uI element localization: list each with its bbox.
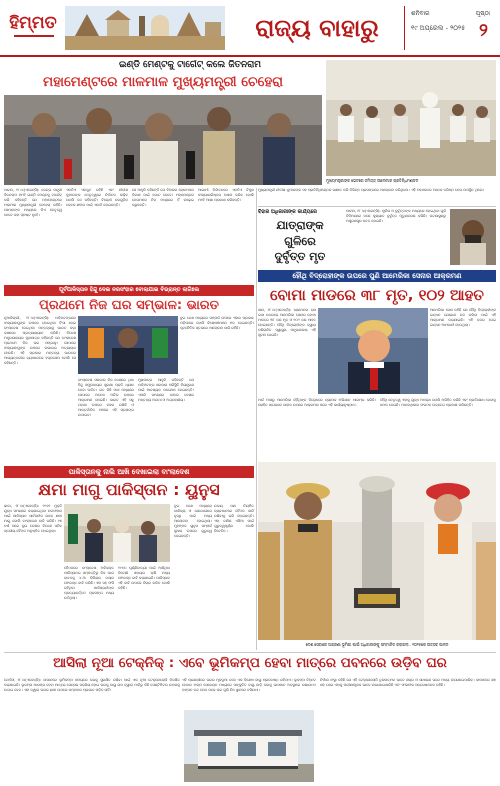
story5-column-1: ସାନା, ୧୮।୪(ଏଜେନ୍ସି): ୟେମେନର ରାସ ଇସା ବନ୍ଦରରେ ଆମେରିକା ସେନାର ବୋମା ମାଡରେ ୩୮ ଜଣ ମୃତ ଓ ୧୦୨ ଜଣ ଆହତ ହୋଇଛନ୍ତି। ହୌଥି ବିଦ୍ରୋହୀଙ୍କ ଦ୍ୱାରା ପରିଚାଳିତ ସ୍ୱାସ୍ଥ୍ୟ ମନ୍ତ୍ରଣାଳୟ ଏହି ସୂଚନା ଦେଇଛି। <box>258 308 316 337</box>
story2-body: ମୁଖ୍ୟମନ୍ତ୍ରୀ ନୀତୀଶ କୁମାରଙ୍କ ସହ ପ୍ରତିନିଧିମଣ୍ଡଳ ସାକ୍ଷାତ କରି ବିଭିନ୍ନ ପ୍ରସଙ୍ଗରେ ଆଲୋଚନା କରିଥିଲେ। ଏହି ଅବସରରେ ଅନେକ ବରିଷ୍ଠ ନେତା ଉପସ୍ଥିତ ଥିଲେ। <box>258 188 485 192</box>
story1-press-photo <box>4 95 322 185</box>
story4-kicker-band: ପୂର୍ବପାକିସ୍ତାନ ହିନ୍ଦୁ ଦେଇ ନରସଂହାର ବୋଲାଯାଇ ବିଭ୍ରାନ୍ତ ଲାଗିଲେ <box>4 285 254 296</box>
story8-column-2: ଏହି ପ୍ରଣାଳୀରେ ଘରର ମୂଳଦୁଆ ତଳେ ଏକ ବିଶେଷ ବାୟୁ ପ୍ରକୋଷ୍ଠ ରହିଥାଏ। ଭୂକମ୍ପ ଚିହ୍ନଟ ହେବାର ଅଳ୍ପ ସେକେଣ୍ଡ ମଧ୍ୟରେ ସଙ୍କୁଚିତ ବାୟୁ ଛାଡ଼ି ଘରକୁ ଭାସମାନ ଅବସ୍ଥାରେ ରଖାଯାଏ। କମ୍ପନ ବନ୍ଦ ହେବା ପରେ ଘର ପୁଣି ନିଜ ସ୍ଥାନରେ ବସିଯାଏ। <box>182 678 316 692</box>
story1-column-2: ଏନଡିଏ ଏକଜୁଟ ରହିଛି ଏବଂ ନୀତୀଶ କୁମାରଙ୍କ ନେତୃତ୍ୱରେ ନିର୍ବାଚନ ଲଢ଼ିବ ବୋଲି ସେ କହିଛନ୍ତି। ବିରୋଧୀ ଦଳଗୁଡ଼ିକ କେବଳ କ୍ଷମତା ପାଇଁ ଏକାଠି ହୋଇଛନ୍ତି। <box>66 188 128 207</box>
story3-headline-line-3: ଦୁର୍ବୃତ୍ତ ମୃତ <box>274 250 326 263</box>
story3-kicker: ବିହାର ଅଧିକାରୀଙ୍କ କାର୍ଯ୍ୟରେ <box>258 209 317 215</box>
story4-headline: ପ୍ରଥମେ ନିଜ ଘର ସମ୍ଭାଳ: ଭାରତ <box>39 298 219 313</box>
story6-column-5: ଉଭୟ ପକ୍ଷ ନିୟମିତ ବ୍ୟବଧାନରେ ବୈଠକ ଜାରି ରଖିବାକୁ ରାଜି ହୋଇଛନ୍ତି। ଏହା ଦକ୍ଷିଣ ଏସିଆ ପାଇଁ ଗୁରୁତ୍ୱପୂର୍ଣ୍ଣ ବୋଲି ବିବେଚିତ। <box>214 504 254 533</box>
story4-spokesperson-photo <box>78 316 178 374</box>
story5-column-2: ଆମେରିକା ସେନା କହିଛି ଯେ ହୌଥି ବିଦ୍ରୋହୀଙ୍କ ଇନ୍ଧନ ଯୋଗାଣ ବନ୍ଦ କରିବା ପାଇଁ ଏହି ଆକ୍ରମଣ କରାଯାଇଛି। ଏହି ବନ୍ଦର ଦେଇ ଇନ୍ଧନ ଆମଦାନୀ ହେଉଥିଲା। <box>430 308 496 327</box>
story4-column-1: ନୂଆଦିଲ୍ଲୀ, ୧୮।୪(ଏଜେନ୍ସି): ପଶ୍ଚିମବଙ୍ଗରେ ସଂଖ୍ୟାଲଘୁଙ୍କ ଉପରେ ହୋଇଥିବା ହିଂସା ନେଇ ବାଂଲାଦେଶ ଦେଇଥିବା ମନ୍ତବ୍ୟକୁ ଭାରତ କଡ଼ା ଭାଷାରେ ପ୍ରତ୍ୟାଖ୍ୟାନ କରିଛି। ବିଦେଶ ମନ୍ତ୍ରଣାଳୟର ମୁଖପାତ୍ର କହିଛନ୍ତି ଯେ ବାଂଲାଦେଶ ପ୍ରଥମେ ନିଜ ଘର ସମ୍ଭାଳୁ। ସେଠାରେ ସଂଖ୍ୟାଲଘୁଙ୍କ ଉପରେ ଲଗାତାର ଅତ୍ୟାଚାର ହେଉଛି। ଏହି ପ୍ରକାର ମନ୍ତବ୍ୟ ଭାରତର ଆଭ୍ୟନ୍ତରୀଣ ବ୍ୟାପାରରେ ହସ୍ତକ୍ଷେପ ବୋଲି ସେ କହିଛନ୍ତି। <box>4 316 76 365</box>
story3-headline-line-2: ଗୁଳିରେ <box>284 234 316 248</box>
logo-underline <box>14 35 54 37</box>
section-title: ରାଜ୍ୟ ବାହାରୁ <box>255 13 379 42</box>
story6-column-4: ଦୁଇ ଦେଶ ମଧ୍ୟରେ ବାଣିଜ୍ୟ ଓ ଯୋଗାଯୋଗ ବୃଦ୍ଧି ପାଇଁ ମଧ୍ୟ ଆଲୋଚନା ହୋଇଥିଲା। ମୁହମ୍ମଦ ୟୁନୁସ ସମ୍ପର୍କ ସୁଧାର ଉପରେ ଗୁରୁତ୍ୱ ଦେଇଛନ୍ତି। <box>174 504 212 538</box>
story6-headline: କ୍ଷମା ମାଗୁ ପାକିସ୍ତାନ : ୟୁନୁସ <box>38 480 220 499</box>
story6-meeting-photo <box>64 504 170 562</box>
monuments-banner-image <box>65 6 225 50</box>
masthead-rule <box>0 55 500 57</box>
story1-column-4: ଆଗାମୀ ନିର୍ବାଚନରେ ଏନଡିଏ ବିପୁଳ ସଂଖ୍ୟାଗରିଷ୍ଠତା ହାସଲ କରିବ ବୋଲି ମାଂଝି ଆଶା ପ୍ରକାଶ କରିଛନ୍ତି। <box>198 188 254 202</box>
story3-body: ପାଟନା, ୧୮।୪(ଏଜେନ୍ସି): ପୁଲିସ ଓ ଦୁର୍ବୃତ୍ତଙ୍କ ମଧ୍ୟରେ ହୋଇଥିବା ଗୁଳି ବିନିମୟରେ ଜଣେ କୁଖ୍ୟାତ ଦୁର୍ବୃତ୍ତ ମୃତ୍ୟୁବରଣ କରିଛି। ଘଟଣାସ୍ଥଳରୁ ଅସ୍ତ୍ରଶସ୍ତ୍ର ଜବତ ହୋଇଛି। <box>346 209 446 223</box>
story4-column-3: ମୁଖପାତ୍ର ଆହୁରି କହିଛନ୍ତି ଯେ ପଶ୍ଚିମବଙ୍ଗ ସରକାର ପରିସ୍ଥିତି ନିୟନ୍ତ୍ରଣ ପାଇଁ ଆବଶ୍ୟକ ପଦକ୍ଷେପ ନେଇଛନ୍ତି। ଏପରି ସମୟରେ ବାହାର ଦେଶର ମନ୍ତବ୍ୟ ଅଯଥା ଓ ଅଗ୍ରହଣୀୟ। <box>138 378 194 402</box>
story2-meeting-photo <box>326 60 496 176</box>
story4-column-2: ବାଂଲାଦେଶ ସରକାର ନିଜ ଦେଶରେ ଥିବା ହିନ୍ଦୁ ସମ୍ପ୍ରଦାୟର ସୁରକ୍ଷା ପ୍ରତି ଧ୍ୟାନ ଦେବା ଉଚିତ। ଗତ କିଛି ମାସ ମଧ୍ୟରେ ସେଠାରେ ଅନେକ ମନ୍ଦିର ଉପରେ ଆକ୍ରମଣ ହୋଇଛି। ଭାରତ ଏହି ସବୁ ଘଟଣା ଉପରେ ନଜର ରଖିଛି ଓ ଆନ୍ତର୍ଜାତିକ ମଞ୍ଚରେ ଏହି ପ୍ରସଙ୍ଗ ଉଠାଇବ। <box>78 378 134 417</box>
story8-column-3: ନିର୍ମାଣ ସଂସ୍ଥା କହିଛି ଯେ ଏହି ଟେକ୍ନୋଲୋଜି ତୁଳନାତ୍ମକ ଭାବେ ଶସ୍ତା ଓ ସାଧାରଣ ଘରେ ମଧ୍ୟ ଲଗାଯାଇପାରିବ। ଜାପାନରେ ଶହ ଶହ ଘରେ ଏହାକୁ ପରୀକ୍ଷାମୂଳକ ଭାବେ ଲଗାଯାଇସାରିଛି ଏବଂ ଫଳାଫଳ ସନ୍ତୋଷଜନକ ରହିଛି। <box>320 678 496 687</box>
story1-kicker: ଇଣ୍ଡି ମେଣ୍ଟକୁ ଟାର୍ଗେଟ୍ କଲେ ଜିତନରାମ <box>118 60 262 70</box>
story1-column-1: ପାଟନା, ୧୮।୪(ଏଜେନ୍ସି): କେନ୍ଦ୍ର ମନ୍ତ୍ରୀ ଜିତନରାମ ମାଂଝି ଇଣ୍ଡି ମେଣ୍ଟକୁ ଟାର୍ଗେଟ୍ କରି କହିଛନ୍ତି ଯେ ମହାମେଣ୍ଟରେ ମାଳମାଳ ମୁଖ୍ୟମନ୍ତ୍ରୀ ଚେହେରା ରହିଛି। ସେମାନଙ୍କ ମଧ୍ୟରେ କିଏ ନେତୃତ୍ୱ ନେବେ ତାହା ସ୍ପଷ୍ଟ ନୁହେଁ। <box>4 188 62 217</box>
story1-column-3: ସେ ଆହୁରି କହିଛନ୍ତି ଯେ ବିହାରର ଲୋକମାନେ ବିକାଶ ପାଇଁ ଭୋଟ ଦେବେ। ମହାମେଣ୍ଟର ନେତାମାନେ ନିଜ ମଧ୍ୟରେ ହିଁ ଲଢ଼େଇ କରୁଛନ୍ତି। <box>132 188 194 207</box>
dateline <box>404 6 494 50</box>
column-divider <box>256 188 257 650</box>
logo-text: ହିମ୍ମତ <box>9 13 57 33</box>
story8-top-rule <box>4 652 496 653</box>
story5-trump-photo <box>318 308 428 394</box>
story5-headline: ବୋମା ମାଡରେ ୩୮ ମୃତ, ୧୦୨ ଆହତ <box>270 286 484 304</box>
story1-headline: ମହାମେଣ୍ଟରେ ମାଳମାଳ ମୁଖ୍ୟମନ୍ତ୍ରୀ ଚେହେରା <box>42 74 284 90</box>
story8-house-photo <box>184 710 314 782</box>
story6-column-2: ବୈଠକରେ ବାଂଲାଦେଶ ଅବିଭକ୍ତ ପାକିସ୍ତାନର ସମ୍ପତ୍ତିରୁ ନିଜ ଭାଗ ବାବଦକୁ ୪.୩ ବିଲିୟନ ଡଲାର ଫେରସ୍ତ ଦାବି କରିଛି। ଏହା ସହ ଫସି ରହିଥିବା ପାକିସ୍ତାନୀଙ୍କ ପ୍ରତ୍ୟାବର୍ତ୍ତନ ପ୍ରସଙ୍ଗ ମଧ୍ୟ ଉଠିଥିଲା। <box>64 566 114 600</box>
story8-column-1: ଟୋକିଓ, ୧୮।୪(ଏଜେନ୍ସି): ଜାପାନରେ ଭୂମିକମ୍ପ ସମୟରେ ଘରକୁ ସୁରକ୍ଷିତ ରଖିବା ପାଇଁ ଏକ ନୂଆ ଟେକ୍ନୋଲୋଜି ବିକଶିତ କରାଯାଇଛି। ଭୂକମ୍ପ ଆରମ୍ଭ ହେବା ମାତ୍ରେ ସେନ୍ସର ସକ୍ରିୟ ହୋଇ ଘରକୁ ବାୟୁ ଚାପ ଦ୍ୱାରା ମାଟିରୁ କିଛି ସେଣ୍ଟିମିଟର ଉପରକୁ ଉଠାଇ ଦେବ। ଏହା ଦ୍ୱାରା ଘରର ଢାଞ୍ଚା ଉପରେ କମ୍ପନର ପ୍ରଭାବ ପଡ଼ିବ ନାହିଁ। <box>4 678 180 692</box>
masthead <box>0 0 500 56</box>
story3-portrait <box>450 209 496 265</box>
story3-top-rule <box>258 206 496 207</box>
band-pakistan: ପାକିସ୍ତାନକୁ ନାଲି ଆଖି ଦେଖାଇଲା ବାଂଲାଦେଶ <box>4 466 254 478</box>
story6-column-1: ଢାକା, ୧୮।୪(ଏଜେନ୍ସି): ୧୯୭୧ ମୁକ୍ତି ଯୁଦ୍ଧ ସମୟରେ କରାଯାଇଥିବା ନରସଂହାର ପାଇଁ ପାକିସ୍ତାନ ସାର୍ବଜନୀନ ଭାବେ କ୍ଷମା ମାଗୁ ବୋଲି ବାଂଲାଦେଶ ଦାବି କରିଛି। ୧୫ ବର୍ଷ ପରେ ଦୁଇ ଦେଶର ବିଦେଶ ସଚିବ ସ୍ତରୀୟ ବୈଠକ ଅନୁଷ୍ଠିତ ହୋଇଥିଲା। <box>4 504 62 533</box>
story5-column-4: ହୌଥି ନେତୃତ୍ୱ ଏହାକୁ ଯୁଦ୍ଧ ଅପରାଧ ବୋଲି ଅଭିହିତ କରିଛି ଏବଂ ପ୍ରତିଶୋଧ ନେବାକୁ ଧମକ ଦେଇଛି। ମାନବାଧିକାର ସଂଗଠନ ଉଦ୍‌ବେଗ ପ୍ରକାଶ କରିଛନ୍ତି। <box>380 398 496 407</box>
story7-award-photo <box>258 462 496 640</box>
story5-column-3: ମାର୍ଚ୍ଚ ମାସରୁ ଆମେରିକା ହୌଥିଙ୍କ ବିରୋଧରେ ବ୍ୟାପକ ଅଭିଯାନ ଆରମ୍ଭ କରିଛି। ଲୋହିତ ସାଗରରେ ଜାହାଜ ଉପରେ ଆକ୍ରମଣ ପରେ ଏହି କାର୍ଯ୍ୟାନୁଷ୍ଠାନ। <box>258 398 376 407</box>
weekday: ଶନିବାର <box>411 10 430 17</box>
page-number: ୨ <box>479 20 488 41</box>
story3-headline-line-1: ଯାତ୍ରାଙ୍କ <box>276 218 324 232</box>
story8-headline: ଆସିଲା ନୂଆ ଟେକ୍ନିକ୍ : ଏବେ ଭୂମିକମ୍ପ ହେବା ମାତ୍ରେ ପବନରେ ଉଡ଼ିବ ଘର <box>53 655 447 671</box>
story7-caption: ଦେଶ ସେବାରେ ଅଗ୍ରଣୀ ଭୂମିକା ପାଇଁ ଅଧିକାରୀଙ୍କୁ ସମ୍ମାନିତ କରାଗଲା - ୨୦୨୫ରେ ଉତ୍ସବ ପାଳନ <box>305 642 449 647</box>
publication-date: ୧୯ ଅପ୍ରେଲ - ୨୦୨୫ <box>411 24 466 32</box>
band-houthi: ହୌଥି ବିଦ୍ରୋହୀଙ୍କ ଉପରେ ପୁଣି ଆମେରିକା ସେନାର ଆକ୍ରମଣ <box>258 270 496 282</box>
story2-caption: ମୁଖ୍ୟମନ୍ତ୍ରୀଙ୍କ ଭେଟରେ ଜମିୟତ୍ ଉଲେମାର ପ୍ରତିନିଧିମଣ୍ଡଳ <box>326 178 419 183</box>
story6-column-3: ୧୯୭୦ ଘୂର୍ଣ୍ଣିବାତ୍ୟା ପାଇଁ ଆସିଥିବା ବିଦେଶୀ ସହାୟତା ରାଶି ମଧ୍ୟ ଫେରସ୍ତ ଦାବି କରାଯାଇଛି। ପାକିସ୍ତାନ ଏହି ଦାବି ଉପରେ ବିଚାର କରିବ ବୋଲି କହିଛି। <box>118 566 170 590</box>
page-label: ପୃଷ୍ଠା <box>475 10 490 17</box>
story4-column-4: ଦୁଇ ଦେଶ ମଧ୍ୟରେ ସମ୍ପର୍କ ଉପରେ ଏହାର ପ୍ରଭାବ ପଡ଼ିପାରେ ବୋଲି ବିଶେଷଜ୍ଞମାନେ ମତ ଦେଇଛନ୍ତି। କୂଟନୈତିକ ସ୍ତରରେ ଆଲୋଚନା ଜାରି ରହିଛି। <box>180 316 254 330</box>
newspaper-logo <box>6 5 60 51</box>
